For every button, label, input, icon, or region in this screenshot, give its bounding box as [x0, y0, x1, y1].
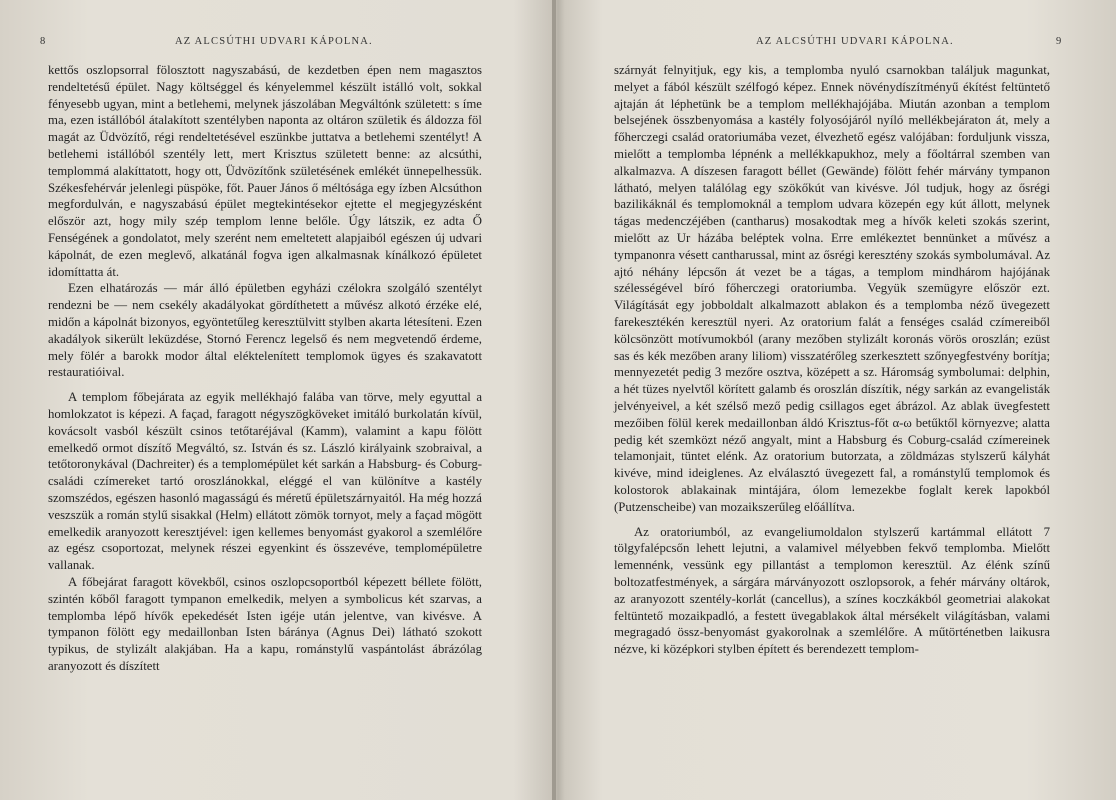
running-head-left: AZ ALCSÚTHI UDVARI KÁPOLNA.	[175, 36, 373, 47]
paragraph: A templom főbejárata az egyik mellékhajó falába van törve, mely egyuttal a homlokzatot is képezi. A façad, faragott négyszögköveket imitáló burkolatán kívül, kovácsolt vasból készült csinos tetőtaréjával (Kamm), valamint a kapu fölött emelkedő ormot díszítő Megváltó, sz. István és sz. László királyaink szobraival, a tetőtoronykával (Dachreiter) és a templomépület két sarkán a Habsburg- és Coburg-családi czímereket tartó oroszlánokkal, eléggé el van különítve a kastély szomszédos, egészen hasonló magasságú és méretű épületszárnyaitól. Ha még hozzá veszszük a román stylű sisakkal (Helm) ellátott zömök tornyot, mely a façad mögött emelkedik aranyozott keresztjével: igen kellemes benyomást gyakorol a szemlélőre az egész csoportozat, melynek részei egyenkint és összevéve, templomépületre vallanak.	[48, 390, 482, 573]
page-number-right: 9	[1056, 36, 1063, 47]
left-page	[0, 0, 552, 800]
paragraph: Ezen elhatározás — már álló épületben egyházi czélokra szolgáló szentélyt rendezni be — nem csekély akadályokat gördíthetett a művész alkotó érzéke elé, midőn a kápolnát bizonyos, egyöntetűleg keresztülvitt stylben akarta létesíteni. Ezen akadályok sikerült leküzdése, Stornó Ferencz legelső és nem megvetendő érdeme, mely fölér a barokk modor által eléktelenített templomok ügyes és szakavatott restauratióival.	[48, 281, 482, 380]
running-head-right: AZ ALCSÚTHI UDVARI KÁPOLNA.	[756, 36, 954, 47]
paragraph: Az oratoriumból, az evangeliumoldalon stylszerű kartámmal ellátott 7 tölgyfalépcsőn lehett lejutni, a valamivel mélyebben fekvő templomba. Mielőtt lemennénk, vessünk egy pillantást a templomon keresztül. Az élénk színű boltozatfestmények, a sárgára márványozott oszlopsorok, a fehér márvány oltárok, az aranyozott szentély-korlát (cancellus), a színes koczkákból geometriai alakokat feltüntető mozaikpadló, a festett üvegablakok által mérsékelt világításban, valami megragadó össz-benyomást gyakorolnak a szemlélőre. A műtörténetben laikusra nézve, ki középkori stylben épített és berendezett templom-	[614, 524, 1050, 657]
paragraph: kettős oszlopsorral fölosztott nagyszabású, de kezdetben épen nem magasztos rendeltetésű épület. Nagy költséggel és kényelemmel készült istálló volt, sokkal fényesebb ugyan, mint a betlehemi, melynek jászolában Megváltónk született: s íme ma, ezen istállóból átalakított szentélyben naponta az oltáron születik és áldozza föl magát az Üdvözítő, régi rendeltetésével eszünkbe juttatva a betlehemi szentélyt! A betlehemi istállóból szentély lett, mert Krisztus született benne: az alcsúthi, templommá alakíttatott, hogy ott, Üdvözítőnk születésének emlékét ünnepelhessük. Székesfehérvár jelenlegi püspöke, főt. Pauer János ő méltósága egy ízben Alcsúthon megfordulván, e nagyszabású épület megtekintésekor ejtette el megjegyzésként először azt, hogy mily szép templom lenne belőle. Úgy látszik, ez adta Ő Fenségének a gondolatot, mely szerént nem emeltetett alapjaiból egészen új udvari kápolnát, de ezen meglevő, alkatánál fogva igen alkalmasnak kínálkozó épületet idomíttatta át.	[48, 63, 482, 279]
page-number-left: 8	[40, 36, 47, 47]
paragraph: szárnyát felnyitjuk, egy kis, a templomba nyuló csarnokban találjuk magunkat, melyet a fából készült szélfogó képez. Ennek növénydíszítményű ékítést feltüntető ajtaján át léphetünk be a templom mellékhajójába. Miután azonban a templom belsejének összbenyomása a kastély folyosójáról nyíló mellékbejáraton át, mely a főherczegi család oratoriumába vezet, élvezhető egész valójában: forduljunk vissza, mielőtt a templomba lépnénk a mellékkapukhoz, mely a főoltárral szemben van alkalmazva. A díszesen faragott béllet (Gewände) fölött fehér márvány tympanon látható, melyen találólag egy szökőkút van kivésve. Jól tudjuk, hogy az ősrégi bazilikáknál és templomoknál a templom udvara közepén egy kút állott, melynek tágas medenczéjében (cantharus) mosakodtak meg a hívők keleti szokás szerint, mielőtt az Ur házába beléptek volna. Erre emlékeztet bennünket a művész a tympanonra vésett cantharussal, mint az ősrégi keresztény szokás symbolumával. Az ajtó néhány lépcsőn át vezet be a tágas, a templom mindhárom hajójának szélességével bíró főherczegi oratoriumba. Vegyük szemügyre először ezt. Világítását egy jobboldalt alkalmazott ablakon és a templomba néző üvegezett farekesztékén keresztül nyeri. Az oratorium falát a fenséges család czímereiből kölcsönzött motívumokból (arany mezőben stylizált koronás vörös oroszlán; ezüst sas és kék mezőben arany liliom) visszatérőleg szerkesztett szőnyegfestvény borítja; mennyezetét pedig 3 mezőre osztva, középett a sz. Háromság symbolumai: delphin, a hét tüzes nyelvtől körített galamb és oroszlán díszítik, négy sarkán az evangelisták jelvényeivel, a két szélső mező pedig csillagos eget ábrázol. Az ablak üvegfestett mezőiben fölül kerek medaillonban áldó Krisztus-főt α-ω betűktől környezve; alatta pedig két szemközt néző angyalt, mint a Habsburg és Coburg-család czímereinek telamonjait, tüntet elénk. Az oratorium butorzata, a zöldmázas stylszerű kályhát kivéve, mind ideiglenes. Az elválasztó üvegezett fal, a románstylű templomok és kolostorok ablakainak mintájára, ólom lemezekbe foglalt kerek lapokból (Putzenscheibe) van mozaikszerűleg előállítva.	[614, 63, 1050, 514]
right-page-body	[614, 62, 1050, 658]
right-page	[556, 0, 1116, 800]
paragraph: A főbejárat faragott kövekből, csinos oszlopcsoportból képezett béllete fölött, szintén kőből faragott tympanon emelkedik, melyen a symbolicus két szarvas, a templomba lépő hívők epekedését Isten igéje után jelentve, van kivésve. A tympanon fölött egy medaillonban Isten báránya (Agnus Dei) látható szokott typikus, de stylizált alakjában. Ha a kapu, románstylű vaspántolást ábrázólag aranyozott és díszített	[48, 574, 482, 673]
left-page-body	[48, 62, 482, 675]
